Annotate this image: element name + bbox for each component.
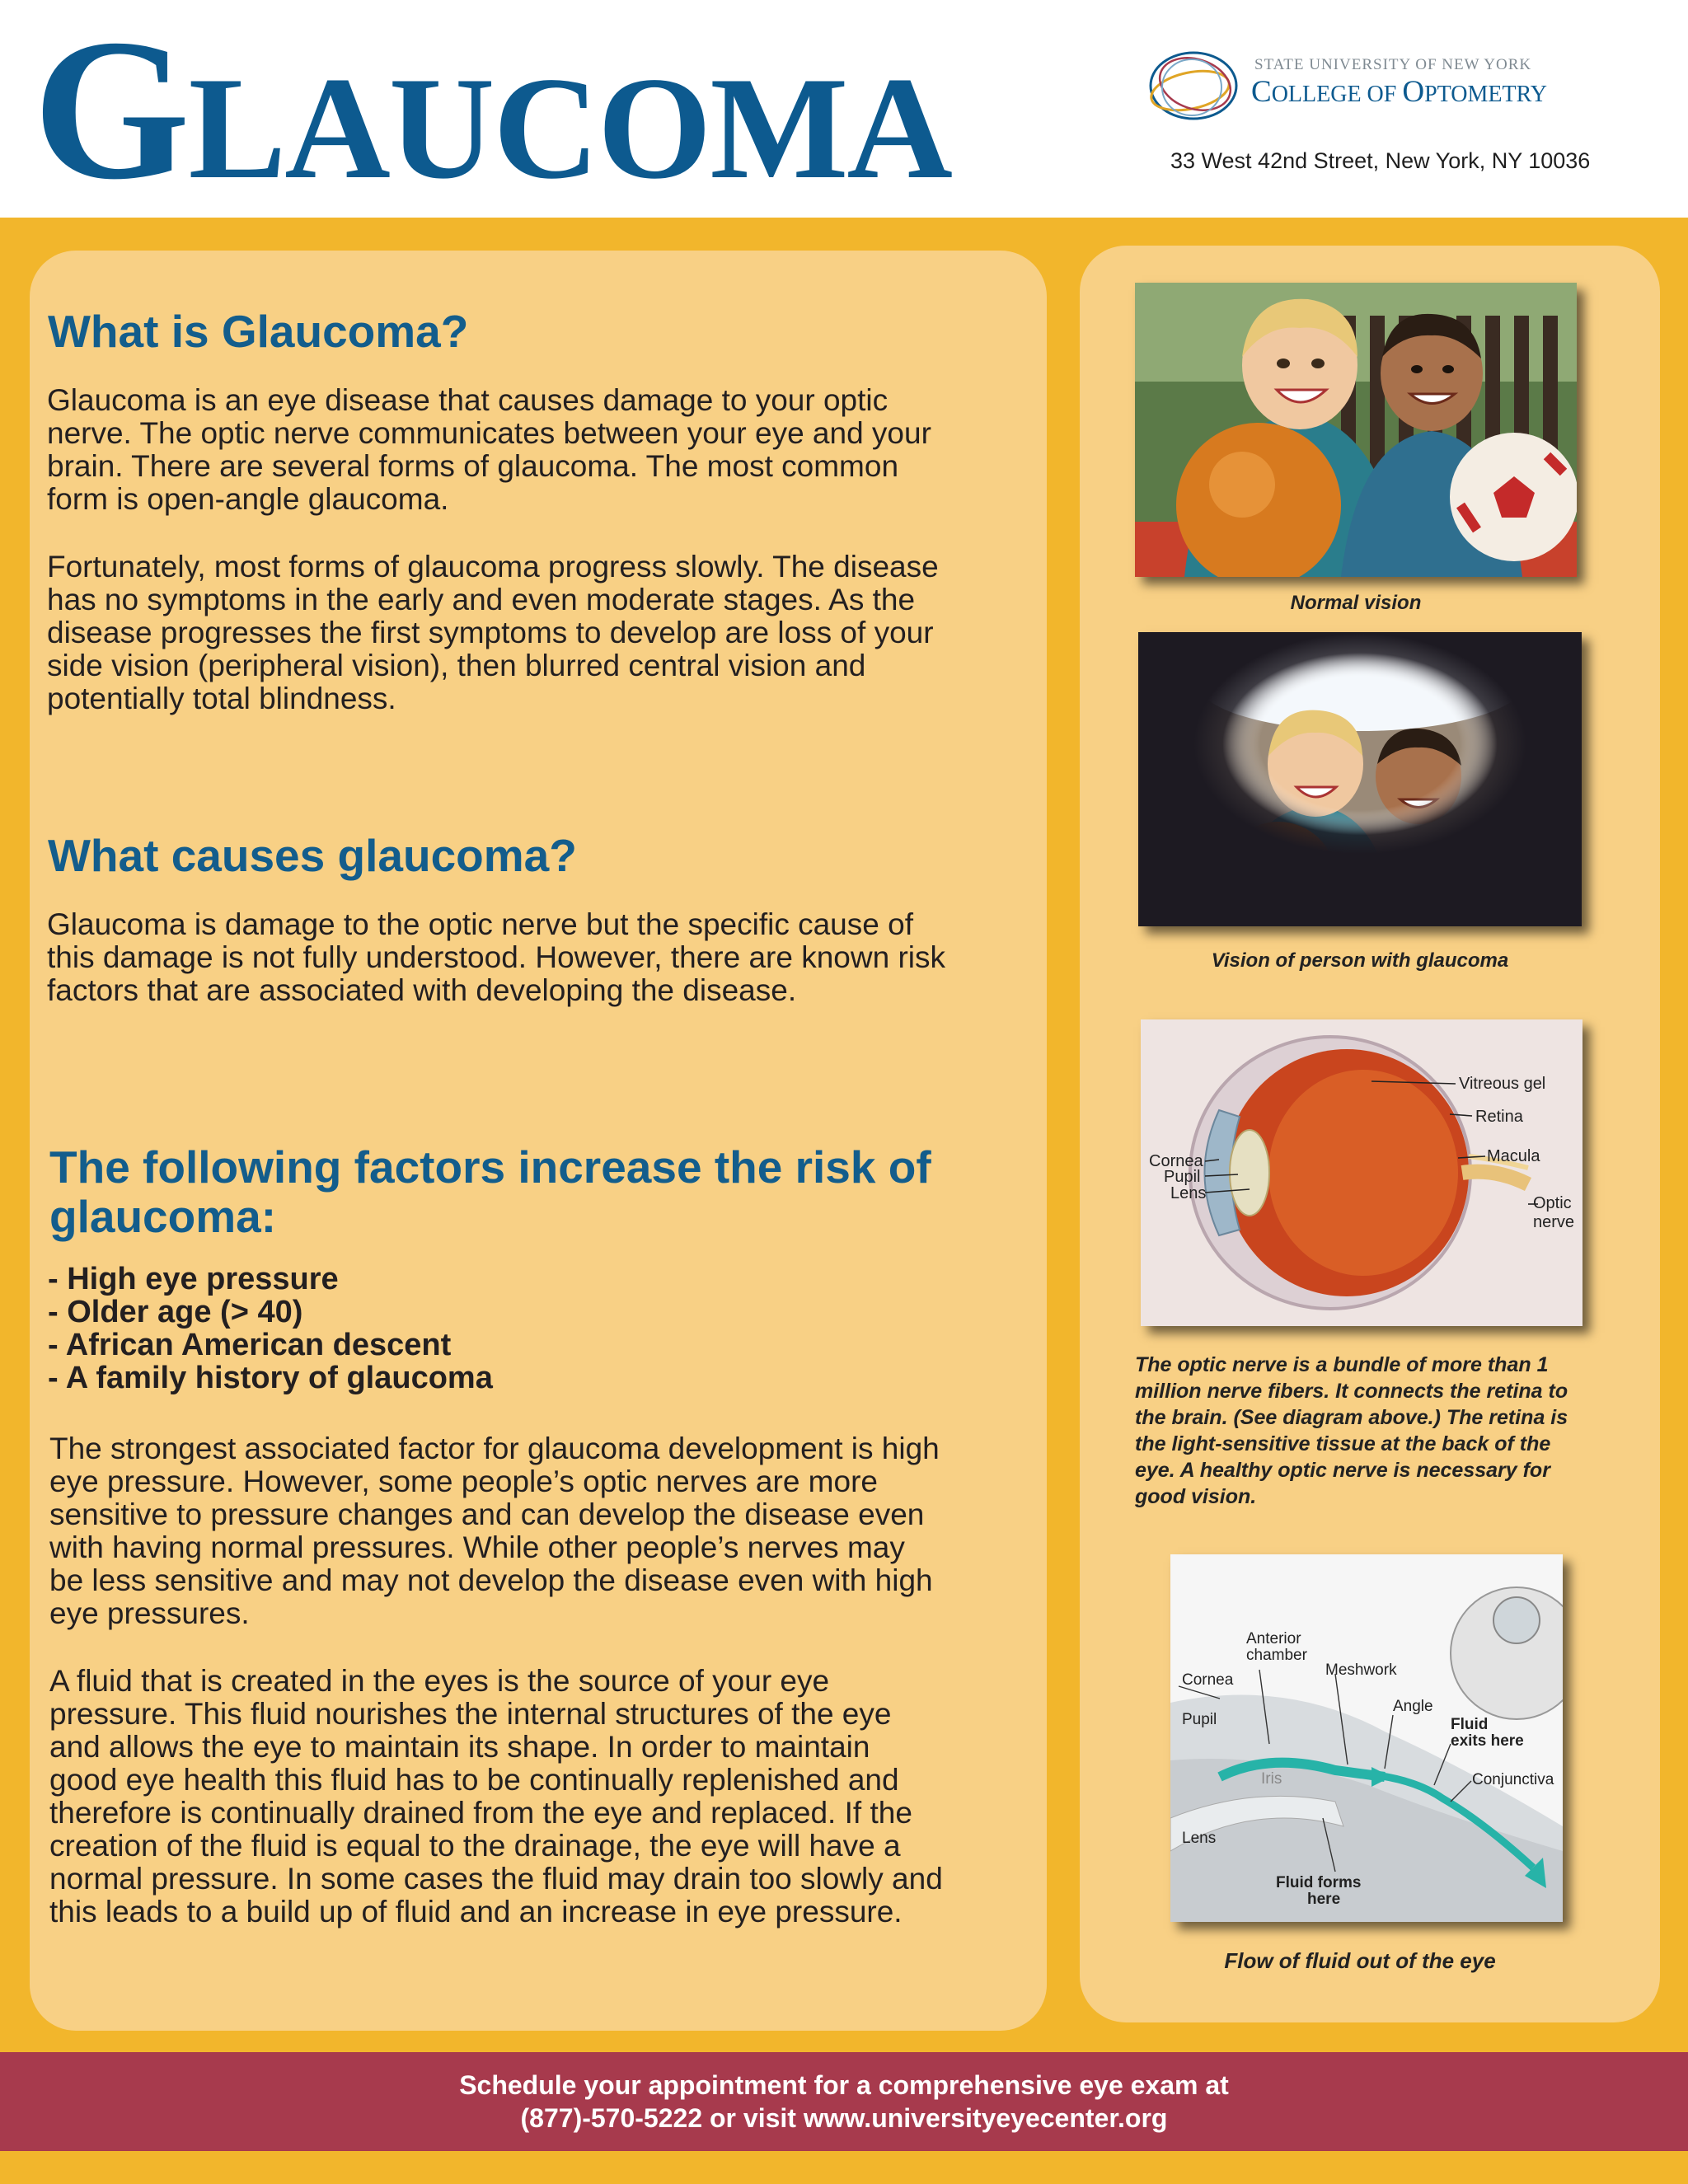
list-item: - Older age (> 40) [48,1295,303,1329]
paragraph-what-is-2: Fortunately, most forms of glaucoma progress slowly. The disease has no symptoms in the early and even moderate stages. As the disease progresses the first symptoms to develop are loss of your side vision (peripheral vision), then blurred central vision and potentially total blindness. [47,550,939,715]
label-vitreous-gel: Vitreous gel [1459,1075,1546,1093]
normal-vision-caption: Normal vision [1290,592,1422,614]
header [0,0,1688,221]
page-title: GLAUCOMA [33,0,951,221]
college-logo [1146,45,1574,135]
label-retina: Retina [1475,1108,1523,1126]
optic-nerve-caption: The optic nerve is a bundle of more than 1 million nerve fibers. It connects the retina to the brain. (See diagram above.) The retina is the light-sensitive tissue at the back of the eye. A healthy optic nerve is necessary for good vision. [1135,1353,1568,1508]
normal-vision-photo [1135,283,1577,577]
label-exits-here: exits here [1451,1732,1524,1750]
paragraph-fluid: A fluid that is created in the eyes is the source of your eye pressure. This fluid nourishes the internal structures of the eye and allows the eye to maintain its shape. In order to maintain good eye health this fluid has to be continually replenished and therefore is continually drained from the eye and replaced. If the creation of the fluid is equal to the drainage, the eye will have a normal pressure. In some cases the fluid may drain too slowly and this leads to a build up of fluid and an increase in eye pressure. [49,1664,943,1929]
glaucoma-vision-photo [1138,632,1582,926]
glaucoma-vision-caption: Vision of person with glaucoma [1211,949,1509,972]
label-pupil: Pupil [1164,1168,1201,1186]
label-lens: Lens [1170,1184,1207,1202]
footer-line-2: (877)-570-5222 or visit www.universityeyecenter.org [520,2103,1168,2133]
label-cornea: Cornea [1149,1152,1203,1170]
paragraph-what-is-1: Glaucoma is an eye disease that causes damage to your optic nerve. The optic nerve communicates between your eye and your brain. There are several forms of glaucoma. The most common form is open-angle glaucoma. [47,383,931,516]
label-chamber: chamber [1246,1647,1307,1664]
heading-what-causes-glaucoma: What causes glaucoma? [48,830,577,881]
appointment-banner [0,2052,1688,2151]
label-forms-here: here [1307,1891,1341,1908]
label-anterior: Anterior [1246,1630,1301,1647]
heading-risk-factors: The following factors increase the risk of glaucoma: [49,1141,931,1242]
list-item: - African American descent [48,1328,452,1362]
list-item: - High eye pressure [48,1262,339,1296]
label-angle: Angle [1393,1698,1433,1715]
risk-factor-list [48,1263,493,1394]
label-optic: Optic [1533,1194,1572,1212]
label-conjunctiva: Conjunctiva [1472,1771,1554,1788]
logo-college-name: COLLEGE OF OPTOMETRY [1251,75,1547,109]
eye-anatomy-diagram [1141,1019,1582,1326]
label-pupil-2: Pupil [1182,1711,1217,1728]
footer-line-1: Schedule your appointment for a comprehensive eye exam at [459,2070,1229,2100]
label-fluid-forms: Fluid forms [1276,1874,1362,1891]
fluid-flow-caption: Flow of fluid out of the eye [1224,1948,1496,1973]
label-nerve: nerve [1533,1213,1575,1231]
address: 33 West 42nd Street, New York, NY 10036 [1170,148,1591,173]
heading-what-is-glaucoma: What is Glaucoma? [48,306,469,357]
logo-university: STATE UNIVERSITY OF NEW YORK [1254,56,1532,73]
fluid-flow-diagram [1170,1554,1563,1922]
list-item: - A family history of glaucoma [48,1361,493,1395]
paragraph-causes: Glaucoma is damage to the optic nerve but the specific cause of this damage is not fully understood. However, there are known risk factors that are associated with developing the disease. [47,907,946,1007]
label-iris: Iris [1261,1770,1282,1788]
logo-rings-icon [1146,45,1245,127]
label-fluid-exits: Fluid [1451,1716,1489,1733]
label-cornea-2: Cornea [1182,1671,1234,1689]
paragraph-eye-pressure: The strongest associated factor for glaucoma development is high eye pressure. However, some people’s optic nerves are more sensitive to pressure changes and can develop the disease even with having normal pressures. While other people’s nerves may be less sensitive and may not develop the disease even with high eye pressures. [49,1432,940,1630]
label-lens-2: Lens [1182,1830,1217,1847]
label-macula: Macula [1487,1147,1540,1165]
label-meshwork: Meshwork [1325,1661,1397,1679]
